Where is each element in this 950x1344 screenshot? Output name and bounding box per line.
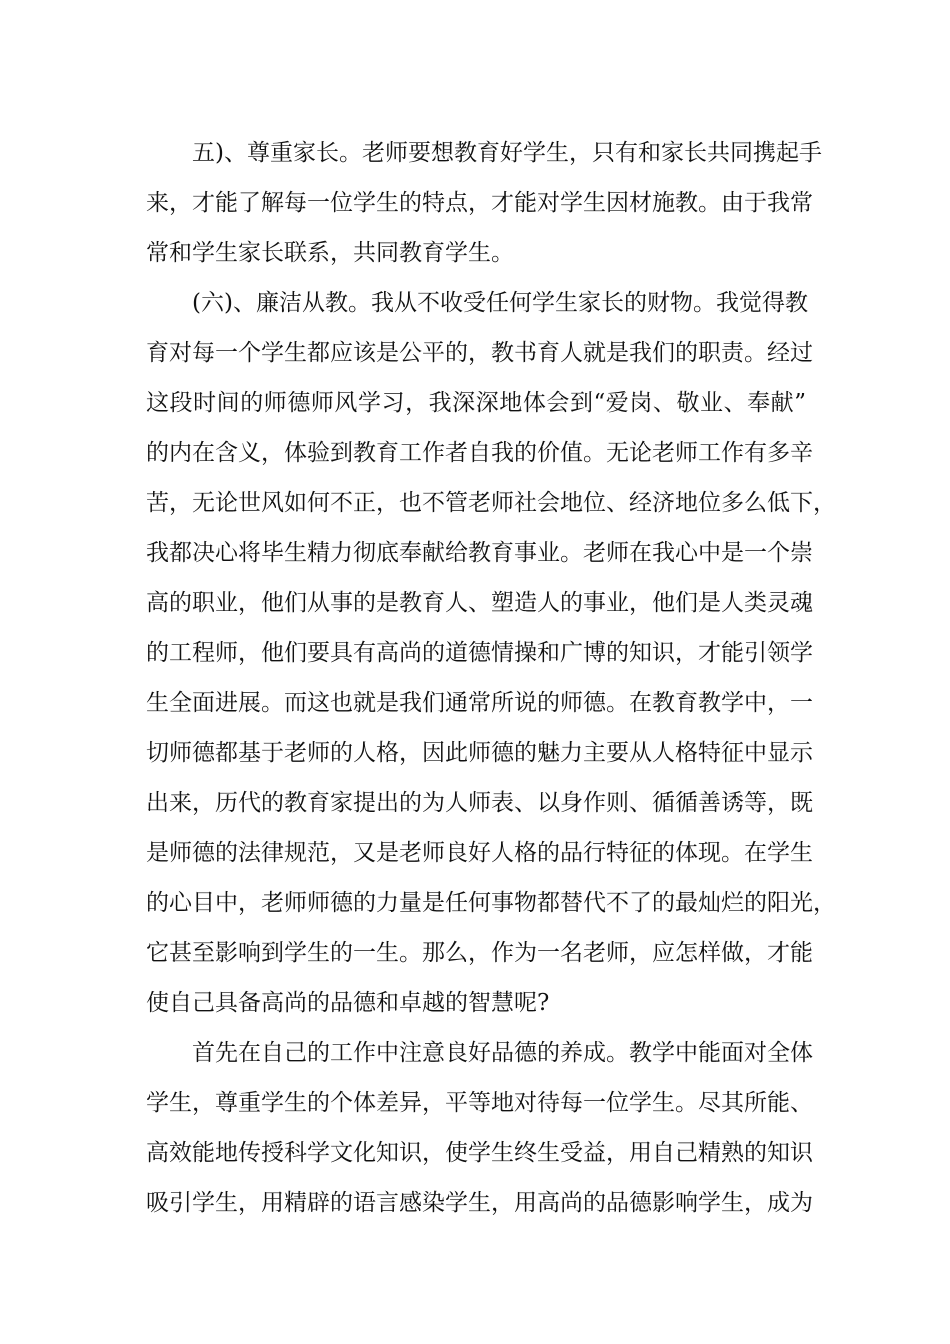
- paragraph-line: 常和学生家长联系，共同教育学生。: [146, 240, 514, 266]
- paragraph-line: 它甚至影响到学生的一生。那么，作为一名老师，应怎样做，才能: [146, 940, 813, 966]
- paragraph-line: 学生，尊重学生的个体差异，平等地对待每一位学生。尽其所能、: [146, 1090, 813, 1116]
- paragraph-line: 苦，无论世风如何不正，也不管老师社会地位、经济地位多么低下，: [146, 490, 836, 516]
- paragraph-line: 切师德都基于老师的人格，因此师德的魅力主要从人格特征中显示: [146, 740, 813, 766]
- paragraph-line: 高效能地传授科学文化知识，使学生终生受益，用自己精熟的知识: [146, 1140, 813, 1166]
- paragraph-line: 生全面进展。而这也就是我们通常所说的师德。在教育教学中，一: [146, 690, 813, 716]
- paragraph-line: (六)、廉洁从教。我从不收受任何学生家长的财物。我觉得教: [192, 290, 808, 316]
- paragraph-line: 首先在自己的工作中注意良好品德的养成。教学中能面对全体: [192, 1040, 813, 1066]
- paragraph-line: 是师德的法律规范，又是老师良好人格的品行特征的体现。在学生: [146, 840, 813, 866]
- paragraph-line: 我都决心将毕生精力彻底奉献给教育事业。老师在我心中是一个崇: [146, 540, 813, 566]
- paragraph-line: 育对每一个学生都应该是公平的，教书育人就是我们的职责。经过: [146, 340, 813, 366]
- paragraph-line: 来，才能了解每一位学生的特点，才能对学生因材施教。由于我常: [146, 190, 813, 216]
- paragraph-line: 吸引学生，用精辟的语言感染学生，用高尚的品德影响学生，成为: [146, 1190, 813, 1216]
- paragraph-line: 五)、尊重家长。老师要想教育好学生，只有和家长共同携起手: [192, 140, 822, 166]
- paragraph-line: 的心目中，老师师德的力量是任何事物都替代不了的最灿烂的阳光，: [146, 890, 836, 916]
- paragraph-line: 这段时间的师德师风学习，我深深地体会到“爱岗、敬业、奉献”: [146, 390, 806, 416]
- paragraph-line: 的工程师，他们要具有高尚的道德情操和广博的知识，才能引领学: [146, 640, 813, 666]
- paragraph-line: 高的职业，他们从事的是教育人、塑造人的事业，他们是人类灵魂: [146, 590, 813, 616]
- document-body: [146, 128, 836, 1228]
- paragraph-line: 出来，历代的教育家提出的为人师表、以身作则、循循善诱等，既: [146, 790, 813, 816]
- paragraph-line: 的内在含义，体验到教育工作者自我的价值。无论老师工作有多辛: [146, 440, 813, 466]
- paragraph-line: 使自己具备高尚的品德和卓越的智慧呢?: [146, 990, 550, 1016]
